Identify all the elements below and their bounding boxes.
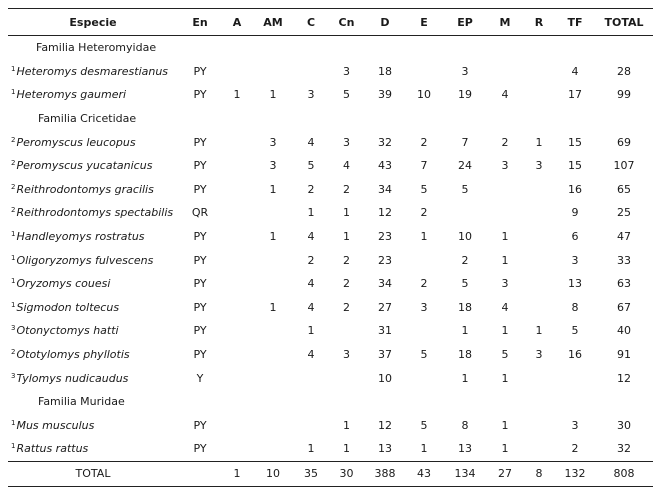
table-cell: 32 (378, 135, 392, 149)
table-cell: 31 (378, 324, 392, 338)
table-cell (523, 60, 555, 84)
table-cell (523, 414, 555, 438)
species-name: Ototylomys phyllotis (16, 348, 130, 362)
table-cell (252, 272, 294, 296)
table-cell: 3 (535, 159, 543, 173)
table-cell: 2 (461, 253, 469, 267)
table-cell: 2 (420, 277, 428, 291)
table-cell: 9 (571, 206, 579, 220)
table-cell: 3 (269, 159, 277, 173)
total-row (8, 461, 653, 486)
table-cell: 18 (458, 348, 472, 362)
table-cell: 1 (307, 206, 315, 220)
table-cell: 13 (378, 442, 392, 456)
table-cell (523, 225, 555, 249)
table-cell: PY (193, 277, 207, 291)
table-cell: 65 (617, 182, 631, 196)
table-cell (222, 130, 252, 154)
family-row (8, 36, 653, 60)
column-header: EP (443, 9, 487, 36)
table-cell: 67 (617, 300, 631, 314)
table-cell (523, 248, 555, 272)
table-cell: 8 (461, 418, 469, 432)
table-cell (222, 272, 252, 296)
table-cell: 1 (501, 253, 509, 267)
species-name: Heteromys desmarestianus (16, 64, 169, 78)
table-cell: 107 (613, 159, 635, 173)
total-cell: 8 (523, 461, 555, 486)
table-cell: 24 (458, 159, 472, 173)
table-cell: PY (193, 88, 207, 102)
table-cell: 5 (420, 418, 428, 432)
table-cell: 1 (535, 135, 543, 149)
table-cell (294, 366, 328, 390)
table-cell: 2 (420, 206, 428, 220)
species-name-cell (8, 225, 178, 249)
table-cell: 34 (378, 182, 392, 196)
table-cell (523, 83, 555, 107)
table-cell: 3 (343, 64, 350, 78)
table-cell (222, 248, 252, 272)
table-row (8, 154, 653, 178)
table-cell: 5 (420, 348, 428, 362)
table-cell: 12 (617, 371, 631, 385)
table-row (8, 60, 653, 84)
table-cell: 1 (461, 371, 469, 385)
column-header: M (487, 9, 523, 36)
species-name-cell (8, 154, 178, 178)
total-cell: 35 (294, 461, 328, 486)
table-cell: 4 (307, 348, 315, 362)
species-footnote-marker: 2 (11, 135, 16, 144)
species-footnote-marker: 1 (11, 277, 16, 286)
table-cell (405, 319, 443, 343)
table-cell (555, 366, 595, 390)
table-row (8, 414, 653, 438)
table-cell: PY (193, 418, 207, 432)
table-cell (222, 60, 252, 84)
header-row (8, 9, 653, 36)
table-cell: Y (196, 371, 204, 385)
table-cell (405, 366, 443, 390)
table-cell: 4 (501, 88, 509, 102)
table-cell: 3 (535, 348, 543, 362)
table-row (8, 201, 653, 225)
table-cell (405, 248, 443, 272)
table-cell: 6 (571, 230, 579, 244)
table-cell: PY (193, 182, 207, 196)
table-cell: 16 (568, 182, 582, 196)
table-cell: 7 (461, 135, 469, 149)
table-cell (222, 414, 252, 438)
table-cell (443, 201, 487, 225)
table-cell: 12 (378, 206, 392, 220)
table-cell: 1 (535, 324, 543, 338)
table-cell: PY (193, 324, 207, 338)
table-cell: PY (193, 300, 207, 314)
species-table (8, 8, 653, 487)
table-cell: PY (193, 64, 207, 78)
table-cell (328, 366, 365, 390)
table-cell (222, 296, 252, 320)
column-header: AM (252, 9, 294, 36)
species-name-cell (8, 414, 178, 438)
species-name: Reithrodontomys spectabilis (16, 206, 174, 220)
table-cell: 3 (343, 135, 350, 149)
species-footnote-marker: 1 (11, 64, 16, 73)
table-cell (523, 437, 555, 461)
table-cell: 40 (617, 324, 631, 338)
table-cell: 25 (617, 206, 631, 220)
column-header: TF (555, 9, 595, 36)
table-cell: 37 (378, 348, 392, 362)
table-cell: 2 (571, 442, 579, 456)
table-cell: PY (193, 230, 207, 244)
table-cell (252, 248, 294, 272)
total-cell: 10 (252, 461, 294, 486)
table-cell: 1 (307, 442, 315, 456)
table-cell: 17 (568, 88, 582, 102)
species-footnote-marker: 2 (11, 206, 16, 215)
table-cell: 10 (417, 88, 431, 102)
species-footnote-marker: 1 (11, 300, 16, 309)
table-cell: 1 (343, 418, 350, 432)
species-name-cell (8, 130, 178, 154)
table-row (8, 319, 653, 343)
species-name: Mus musculus (16, 418, 95, 432)
species-name: Peromyscus yucatanicus (16, 159, 153, 173)
species-name: Heteromys gaumeri (16, 88, 127, 102)
table-cell: 3 (307, 88, 315, 102)
table-cell: 18 (458, 300, 472, 314)
table-header (8, 9, 653, 36)
table-cell (252, 201, 294, 225)
table-row (8, 366, 653, 390)
table-row (8, 272, 653, 296)
column-header: Especie (8, 9, 178, 36)
species-footnote-marker: 2 (11, 348, 16, 357)
table-cell: 23 (378, 253, 392, 267)
table-cell (222, 343, 252, 367)
table-body (8, 36, 653, 462)
table-cell: 5 (571, 324, 579, 338)
species-name-cell (8, 366, 178, 390)
table-cell (523, 201, 555, 225)
table-cell: 5 (461, 277, 469, 291)
table-cell: 1 (343, 442, 350, 456)
table-cell: PY (193, 135, 207, 149)
table-cell: 2 (420, 135, 428, 149)
table-cell: 18 (378, 64, 392, 78)
table-cell (252, 437, 294, 461)
table-cell (487, 178, 523, 202)
species-name-cell (8, 437, 178, 461)
species-name: Otonyctomys hatti (16, 324, 119, 338)
total-cell (178, 461, 222, 486)
table-row (8, 178, 653, 202)
species-footnote-marker: 2 (11, 159, 16, 168)
species-footnote-marker: 1 (11, 442, 16, 451)
table-cell: 1 (420, 230, 428, 244)
family-name: Familia Muridae (38, 395, 125, 409)
table-cell: 1 (343, 230, 350, 244)
column-header: En (178, 9, 222, 36)
table-cell: 4 (571, 64, 579, 78)
table-cell: PY (193, 159, 207, 173)
table-cell: 43 (378, 159, 392, 173)
table-cell: 91 (617, 348, 631, 362)
table-cell: 8 (571, 300, 579, 314)
table-row (8, 437, 653, 461)
table-cell (523, 296, 555, 320)
column-header: Cn (328, 9, 365, 36)
table-cell: 47 (617, 230, 631, 244)
table-cell: 1 (420, 442, 428, 456)
total-cell: 1 (222, 461, 252, 486)
total-label: TOTAL (8, 461, 178, 486)
table-cell: PY (193, 348, 207, 362)
species-name-cell (8, 319, 178, 343)
table-cell (222, 437, 252, 461)
species-name: Rattus rattus (16, 442, 89, 456)
table-cell: 3 (571, 418, 579, 432)
species-name-cell (8, 60, 178, 84)
species-name-cell (8, 83, 178, 107)
species-name-cell (8, 178, 178, 202)
table-cell: 1 (343, 206, 350, 220)
table-cell: 4 (307, 230, 315, 244)
table-cell (328, 319, 365, 343)
table-cell: 3 (501, 159, 509, 173)
table-row (8, 296, 653, 320)
table-row (8, 83, 653, 107)
table-cell: 3 (420, 300, 428, 314)
total-cell: 43 (405, 461, 443, 486)
table-cell (252, 414, 294, 438)
family-row (8, 107, 653, 131)
table-cell: 3 (343, 348, 350, 362)
table-cell: 16 (568, 348, 582, 362)
total-cell: 132 (555, 461, 595, 486)
table-cell: 7 (420, 159, 428, 173)
species-name: Sigmodon toltecus (16, 300, 120, 314)
table-cell: 1 (269, 300, 277, 314)
table-cell: 23 (378, 230, 392, 244)
table-cell: 1 (501, 442, 509, 456)
table-cell (523, 178, 555, 202)
family-row (8, 390, 653, 414)
table-cell: 4 (307, 277, 315, 291)
table-cell (222, 178, 252, 202)
table-cell: 32 (617, 442, 631, 456)
table-cell: 2 (343, 300, 350, 314)
table-cell (405, 60, 443, 84)
table-cell: 2 (343, 277, 350, 291)
table-cell: 4 (343, 159, 350, 173)
table-row (8, 248, 653, 272)
species-footnote-marker: 2 (11, 182, 16, 191)
column-header: TOTAL (595, 9, 653, 36)
table-cell: 4 (307, 300, 315, 314)
species-footnote-marker: 3 (11, 371, 16, 380)
table-cell (222, 154, 252, 178)
table-cell: 5 (501, 348, 509, 362)
table-cell: 69 (617, 135, 631, 149)
table-cell: 5 (343, 88, 350, 102)
table-cell: 27 (378, 300, 392, 314)
species-name: Reithrodontomys gracilis (16, 182, 154, 196)
table-cell: 13 (568, 277, 582, 291)
total-cell: 808 (595, 461, 653, 486)
table-cell: 15 (568, 135, 582, 149)
table-cell: 1 (233, 88, 241, 102)
table-cell: 3 (461, 64, 469, 78)
table-cell: 1 (501, 230, 509, 244)
family-name: Familia Heteromyidae (36, 41, 157, 55)
table-cell (523, 366, 555, 390)
total-cell: 388 (365, 461, 405, 486)
table-cell: 10 (458, 230, 472, 244)
table-footer (8, 461, 653, 486)
species-name-cell (8, 248, 178, 272)
table-row (8, 343, 653, 367)
table-cell: 13 (458, 442, 472, 456)
table-cell (222, 225, 252, 249)
table-cell (252, 343, 294, 367)
species-footnote-marker: 1 (11, 253, 16, 262)
table-cell: 1 (269, 230, 277, 244)
table-cell: 5 (420, 182, 428, 196)
table-cell: PY (193, 253, 207, 267)
species-footnote-marker: 1 (11, 418, 16, 427)
table-cell: 63 (617, 277, 631, 291)
table-cell: 2 (307, 182, 315, 196)
table-cell: 5 (307, 159, 315, 173)
species-name-cell (8, 343, 178, 367)
table-cell: 1 (501, 371, 509, 385)
column-header: R (523, 9, 555, 36)
table-cell (523, 272, 555, 296)
column-header: E (405, 9, 443, 36)
table-cell: 2 (343, 182, 350, 196)
table-cell (252, 366, 294, 390)
table-cell: 2 (307, 253, 315, 267)
family-name: Familia Cricetidae (38, 112, 137, 126)
table-cell (294, 414, 328, 438)
species-name-cell (8, 296, 178, 320)
table-cell: 2 (343, 253, 350, 267)
table-cell (487, 60, 523, 84)
table-cell: 1 (461, 324, 469, 338)
table-cell: 33 (617, 253, 631, 267)
table-cell: 2 (501, 135, 509, 149)
table-cell: 3 (501, 277, 509, 291)
column-header: A (222, 9, 252, 36)
species-name: Peromyscus leucopus (16, 135, 136, 149)
table-cell (487, 201, 523, 225)
species-name: Oligoryzomys fulvescens (16, 253, 154, 267)
table-cell: 5 (461, 182, 469, 196)
table-cell (252, 319, 294, 343)
table-cell: 15 (568, 159, 582, 173)
total-cell: 134 (443, 461, 487, 486)
table-cell (222, 201, 252, 225)
table-cell: 39 (378, 88, 392, 102)
table-cell: 99 (617, 88, 631, 102)
table-cell: 1 (501, 324, 509, 338)
column-header: C (294, 9, 328, 36)
table-cell: 1 (269, 88, 277, 102)
table-cell (222, 319, 252, 343)
species-footnote-marker: 1 (11, 230, 16, 239)
species-footnote-marker: 3 (11, 324, 16, 333)
species-name-cell (8, 272, 178, 296)
table-cell (252, 60, 294, 84)
table-cell: 19 (458, 88, 472, 102)
table-cell: QR (191, 206, 209, 220)
table-cell: 4 (501, 300, 509, 314)
species-footnote-marker: 1 (11, 88, 16, 97)
table-cell: 12 (378, 418, 392, 432)
table-cell: 1 (501, 418, 509, 432)
table-cell: 28 (617, 64, 631, 78)
table-cell: 30 (617, 418, 631, 432)
species-name: Oryzomys couesi (16, 277, 111, 291)
table-cell: 3 (571, 253, 579, 267)
table-cell: 1 (269, 182, 277, 196)
species-name: Tylomys nudicaudus (16, 371, 129, 385)
table-cell: 10 (378, 371, 392, 385)
table-cell: 4 (307, 135, 315, 149)
total-cell: 27 (487, 461, 523, 486)
table-cell (222, 366, 252, 390)
species-name-cell (8, 201, 178, 225)
table-row (8, 130, 653, 154)
table-cell (294, 60, 328, 84)
total-cell: 30 (328, 461, 365, 486)
table-row (8, 225, 653, 249)
table-cell: 34 (378, 277, 392, 291)
table-cell: PY (193, 442, 207, 456)
table-cell: 3 (269, 135, 277, 149)
column-header: D (365, 9, 405, 36)
table-cell: 1 (307, 324, 315, 338)
species-name: Handleyomys rostratus (16, 230, 145, 244)
